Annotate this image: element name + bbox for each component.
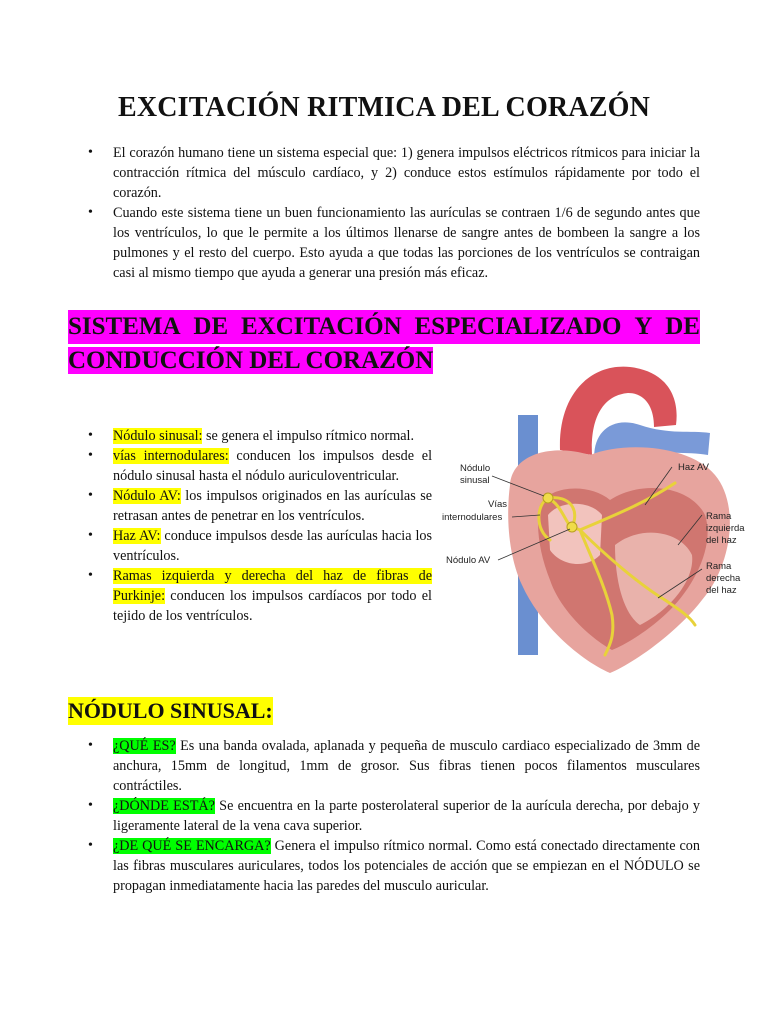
heading-word: DE <box>193 310 228 344</box>
nodulo-term: ¿DE QUÉ SE ENCARGA? <box>113 838 271 854</box>
component-text: conducen los impulsos desde el nódulo sinusal hasta el nódulo auriculoventricular. <box>113 448 433 484</box>
label-vias: internodulares <box>442 512 503 523</box>
component-item <box>68 526 432 566</box>
component-term: vías internodulares: <box>113 448 229 464</box>
heading-word: ESPECIALIZADO <box>414 310 621 344</box>
component-term: Nódulo AV: <box>113 488 181 504</box>
nodulo-list <box>68 736 700 896</box>
page-title: EXCITACIÓN RITMICA DEL CORAZÓN <box>117 92 651 123</box>
sinus-node-marker <box>543 493 553 503</box>
nodulo-text: Genera el impulso rítmico normal. Como está conectado directamente con las fibras musculares auriculares, todos los potenciales de acción que se empiezan en el NÓDULO se propagan inmediatamente hacia las paredes del musculo auricular. <box>113 838 700 894</box>
label-rama-izquierda: del haz <box>706 535 737 546</box>
nodulo-item <box>68 836 700 896</box>
label-nodulo-sinusal: Nódulo <box>460 463 491 474</box>
component-text: los impulsos originados en las aurículas se retrasan antes de penetrar en los ventrículos. <box>113 488 433 524</box>
intro-item: • El corazón humano tiene un sistema especial que: 1) genera impulsos eléctricos rítmicos para iniciar la contracción rítmica del músculo cardíaco, y 2) conduce estos estímulos rápidamente por todo el corazón. <box>68 143 700 203</box>
label-rama-izquierda: Rama <box>706 511 732 522</box>
nodulo-text: Se encuentra en la parte posterolateral superior de la aurícula derecha, por debajo y ligeramente lateral de la vena cava superior. <box>113 798 700 834</box>
section-heading-line2: CONDUCCIÓN DEL CORAZÓN <box>68 347 434 374</box>
component-item <box>68 566 432 626</box>
label-rama-derecha: del haz <box>706 585 737 596</box>
intro-item: • Cuando este sistema tiene un buen funcionamiento las aurículas se contraen 1/6 de segundo antes que los ventrículos, lo que le permite a los últimos llenarse de sangre antes de bombeen la sangre a los pulmones y el resto del cuerpo. Esto ayuda a que todas las porciones de los ventrículos se contraigan casi al mismo tiempo que ayuda a generar una presión más eficaz. <box>68 203 700 283</box>
section-heading-line1 <box>68 310 700 344</box>
label-rama-derecha: derecha <box>706 573 741 584</box>
heading-word: Y <box>634 310 652 344</box>
components-list <box>68 426 432 626</box>
component-term: Haz AV: <box>113 528 161 544</box>
nodulo-text: Es una banda ovalada, aplanada y pequeña de musculo cardiaco especializado de 3mm de anchura, 15mm de longitud, 1mm de grosor. Sus fibras tienen pocos filamentos musculares contráctiles. <box>113 738 700 794</box>
heading-word: DE <box>665 310 700 344</box>
intro-list <box>68 143 700 283</box>
component-text: conduce impulsos desde las aurículas hacia los ventrículos. <box>113 528 432 564</box>
label-nodulo-av: Nódulo AV <box>446 555 491 566</box>
component-term: Ramas izquierda y derecha del haz de fibras de Purkinje: <box>113 568 432 604</box>
av-node-marker <box>567 522 577 532</box>
heart-conduction-diagram <box>440 355 758 677</box>
nodulo-term: ¿DÓNDE ESTÁ? <box>113 798 215 814</box>
component-item <box>68 486 432 526</box>
nodulo-item <box>68 736 700 796</box>
component-item <box>68 446 432 486</box>
heading-word: EXCITACIÓN <box>241 310 402 344</box>
component-term: Nódulo sinusal: <box>113 428 203 444</box>
nodulo-item <box>68 796 700 836</box>
label-rama-derecha: Rama <box>706 561 732 572</box>
component-text: se genera el impulso rítmico normal. <box>202 428 415 444</box>
label-rama-izquierda: izquierda <box>706 523 745 534</box>
nodulo-heading: NÓDULO SINUSAL: <box>68 698 273 723</box>
heading-word: SISTEMA <box>68 310 181 344</box>
label-haz-av: Haz AV <box>678 462 709 473</box>
label-nodulo-sinusal: sinusal <box>460 475 490 486</box>
component-item <box>68 426 432 446</box>
component-text: conducen los impulsos cardíacos por todo el tejido de los ventrículos. <box>113 588 432 624</box>
nodulo-term: ¿QUÉ ES? <box>113 738 176 754</box>
label-vias: Vías <box>488 499 508 510</box>
